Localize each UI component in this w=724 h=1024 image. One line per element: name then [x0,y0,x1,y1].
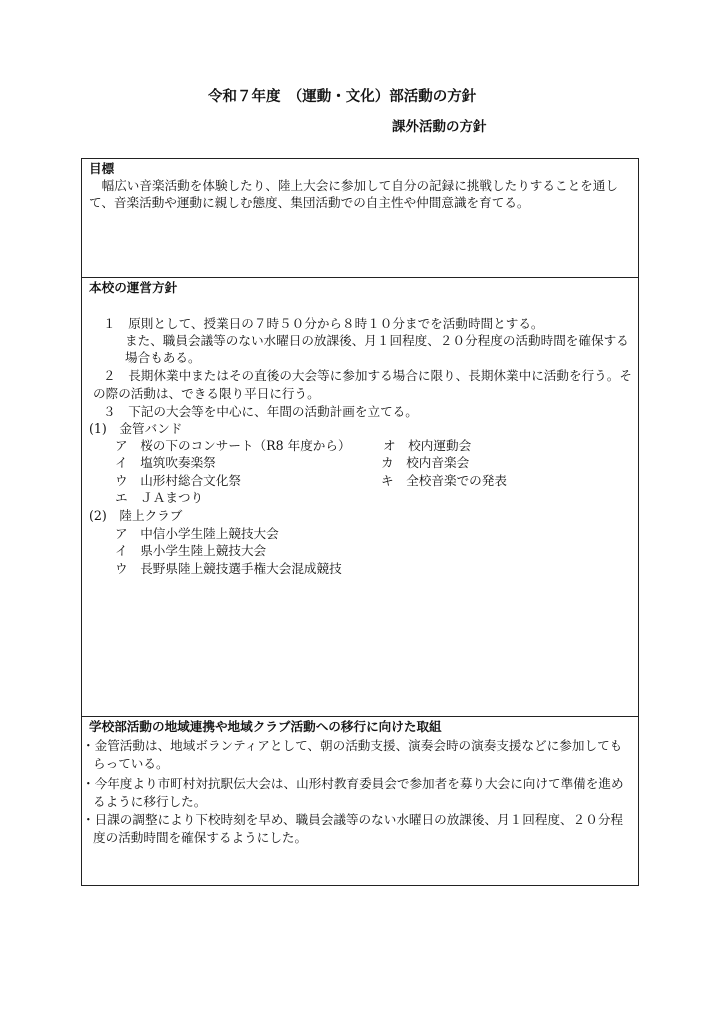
transition-section [82,716,638,884]
brass-band-event: オ 校内運動会 [383,438,472,453]
brass-band-event: イ 塩筑吹奏楽祭 [115,455,216,470]
transition-heading: 学校部活動の地域連携や地域クラブ活動への移行に向けた取組 [89,719,442,734]
activity-label-track-club: (2) 陸上クラブ [89,508,183,523]
transition-bullet-line: らっている。 [93,756,169,771]
activity-label-brass-band: (1) 金管バンド [89,421,183,436]
brass-band-event: ア 桜の下のコンサート（R8 年度から） [115,438,351,453]
brass-band-event: エ ＪＡまつり [115,490,204,505]
operation-policy-section [82,277,638,716]
brass-band-event: ウ 山形村総合文化祭 [115,473,241,488]
policy-item-line: 場合もある。 [125,350,201,365]
transition-bullet-line: ・金管活動は、地域ボランティアとして、朝の活動支援、演奏会時の演奏支援などに参加しても [82,738,623,753]
track-club-event: ウ 長野県陸上競技選手権大会混成競技 [115,561,342,576]
policy-heading: 本校の運営方針 [89,280,178,295]
policy-item-line: の際の活動は、できる限り平日に行う。 [93,386,320,401]
policy-item-line: また、職員会議等のない水曜日の放課後、月１回程度、２０分程度の活動時間を確保する [125,333,629,348]
transition-bullet-line: ・日課の調整により下校時刻を早め、職員会議等のない水曜日の放課後、月１回程度、２０分程 [82,812,624,827]
transition-bullet-line: ・今年度より市町村対抗駅伝大会は、山形村教育委員会で参加者を募り大会に向けて準備を進め [82,776,624,791]
policy-item-line: ３ 下記の大会等を中心に、年間の活動計画を立てる。 [103,404,418,419]
transition-bullet-line: るように移行した。 [93,794,207,809]
document-title: 令和７年度 （運動・文化）部活動の方針 [208,89,477,105]
policy-item-line: ２ 長期休業中またはその直後の大会等に参加する場合に限り、長期休業中に活動を行う。そ [103,368,632,383]
transition-bullet-line: 度の活動時間を確保するようにした。 [93,830,308,845]
policy-table [81,158,639,886]
goal-section [82,159,638,277]
goal-text-line: て、音楽活動や運動に親しむ態度、集団活動での自主性や仲間意識を育てる。 [89,195,530,210]
document-subtitle: 課外活動の方針 [392,119,487,135]
track-club-event: イ 県小学生陸上競技大会 [115,543,267,558]
goal-heading: 目標 [89,161,115,176]
brass-band-event: キ 全校音楽での発表 [381,473,507,488]
policy-item-line: １ 原則として、授業日の７時５０分から８時１０分までを活動時間とする。 [103,316,544,331]
track-club-event: ア 中信小学生陸上競技大会 [115,526,279,541]
brass-band-event: カ 校内音楽会 [381,455,470,470]
goal-text-line: 幅広い音楽活動を体験したり、陸上大会に参加して自分の記録に挑戦したりすることを通し [89,178,618,193]
